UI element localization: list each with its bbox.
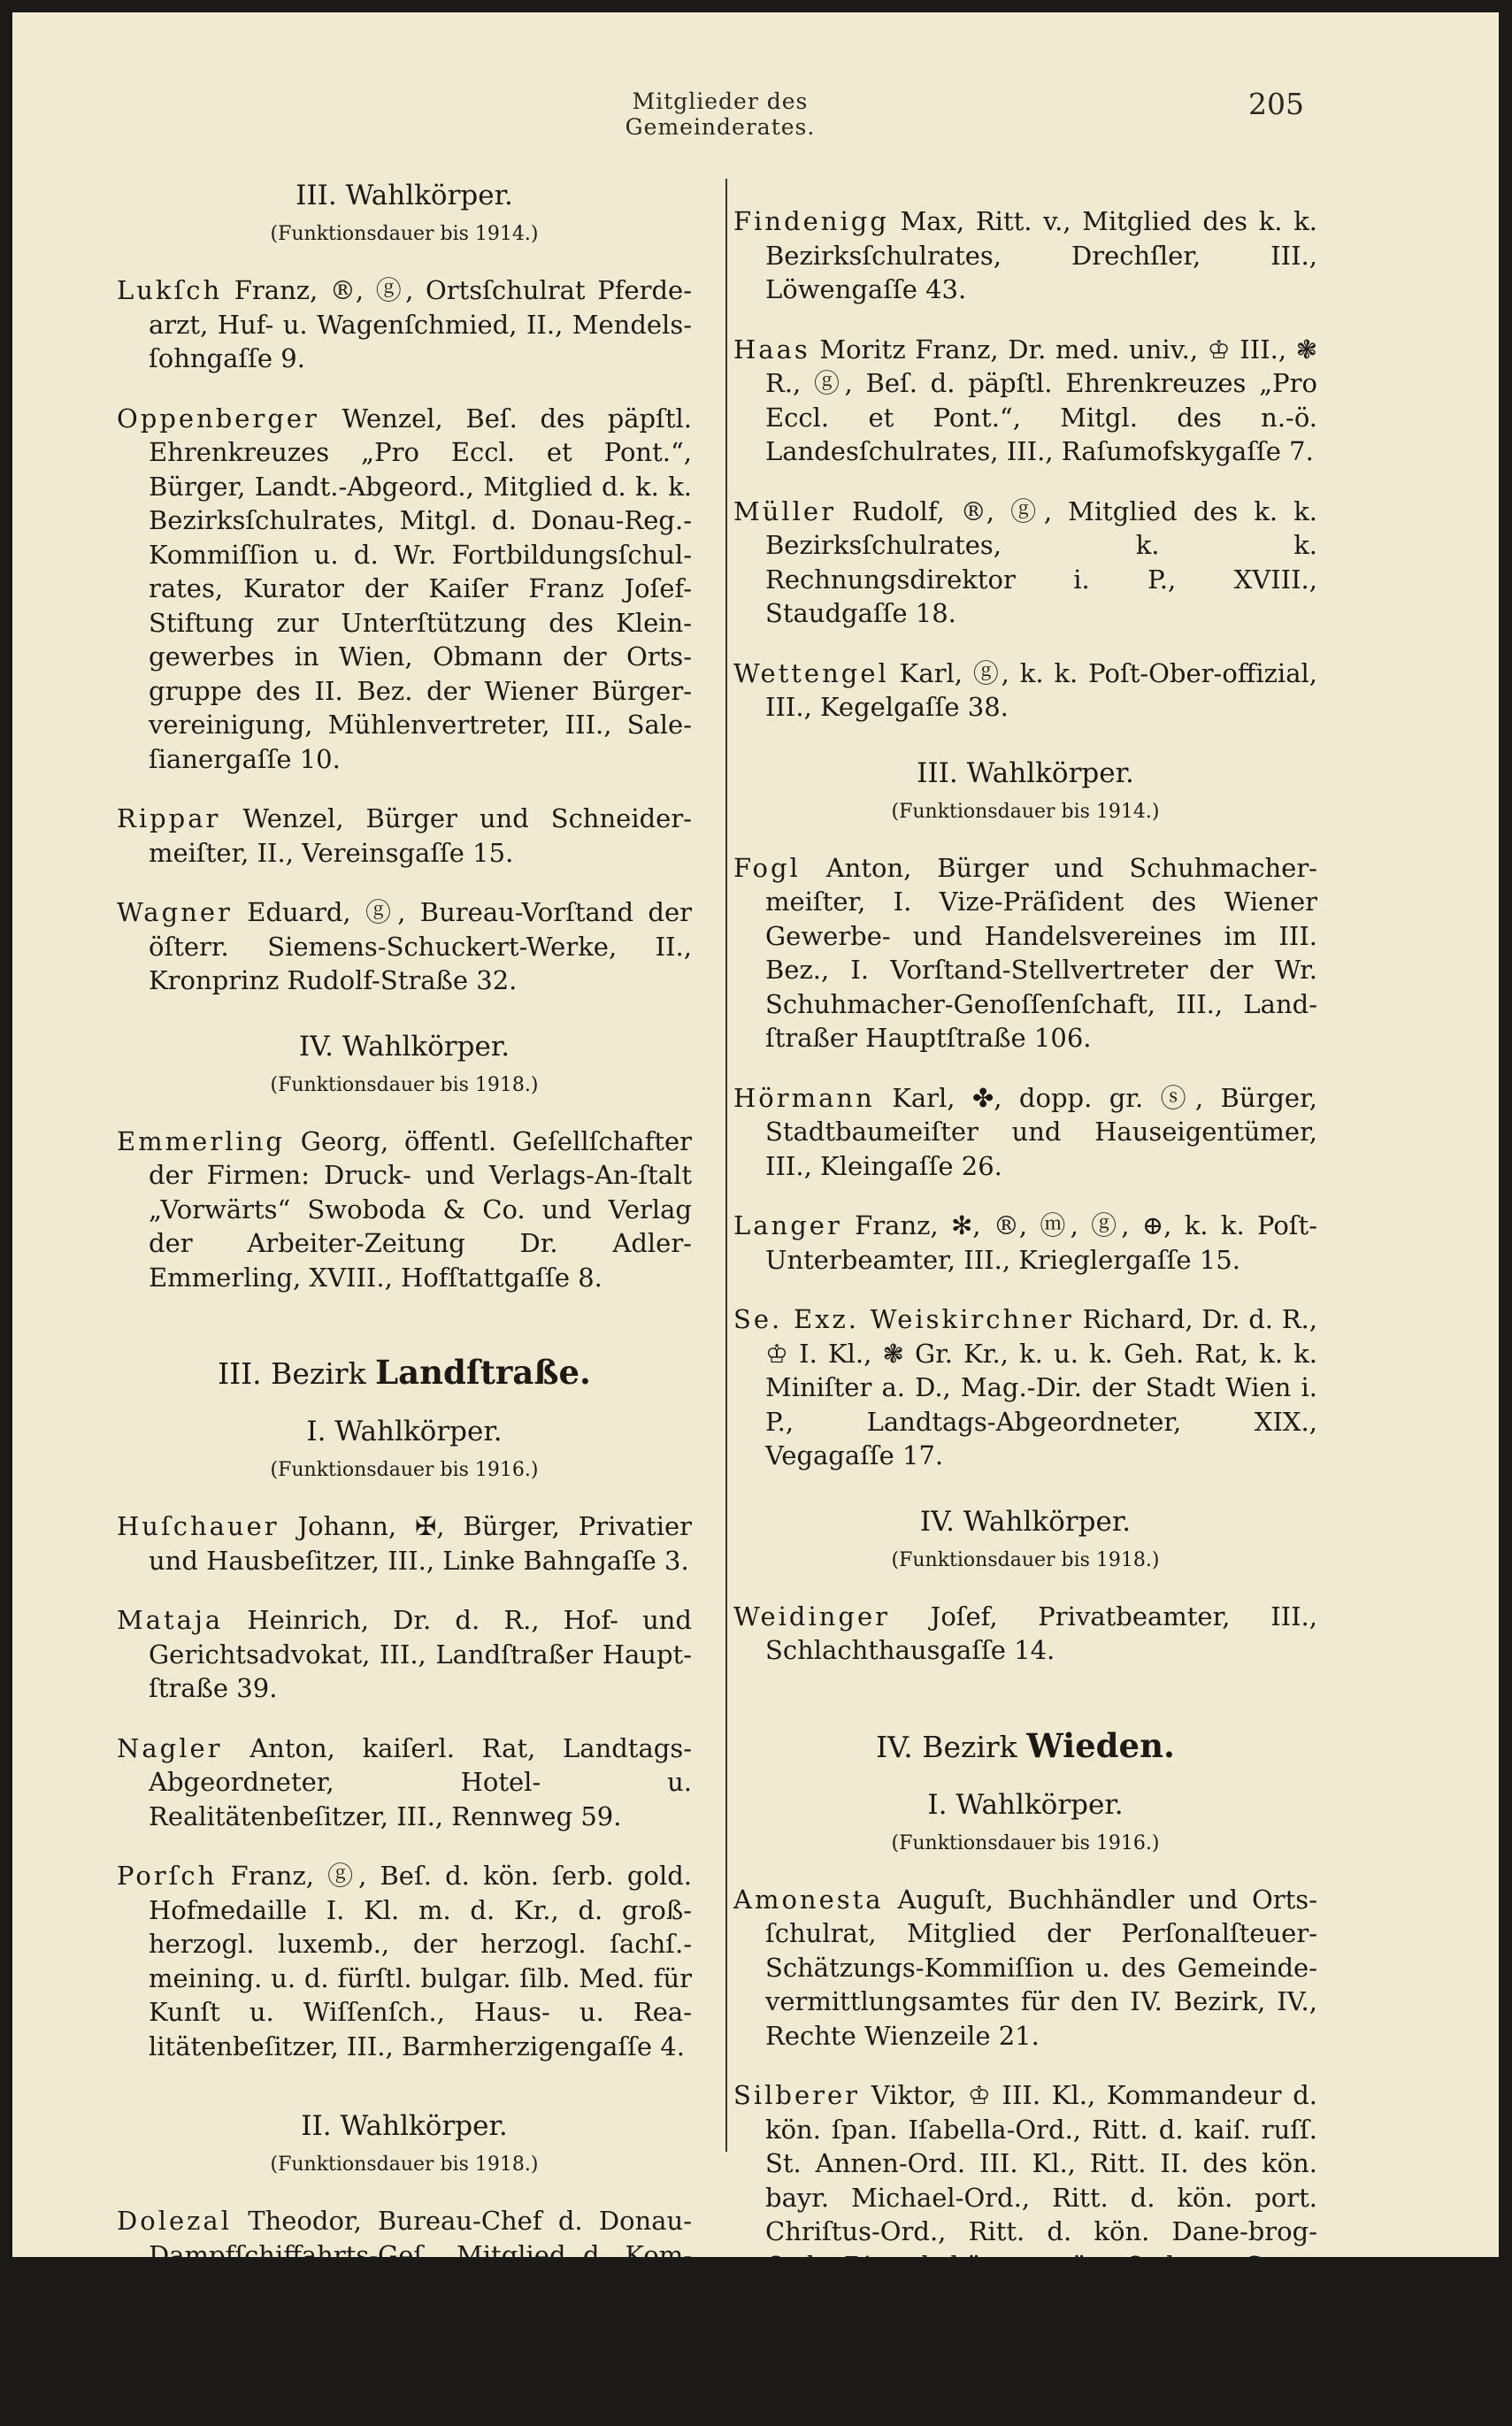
member-details: Max, Ritt. v., Mitglied des k. k. Bezirksſchulrates, Drechſler, III., Löwengaſſe 43. [765, 206, 1317, 304]
term-note: (Funktionsdauer bis 1918.) [270, 2153, 539, 2176]
member-entry [733, 2078, 1317, 2419]
member-name: Huſchauer [117, 1511, 280, 1541]
member-list [117, 1509, 692, 2063]
member-entry [733, 333, 1317, 469]
district-heading [117, 1355, 692, 1392]
column-divider [725, 179, 727, 2152]
member-details: Richard, Dr. d. R., ♔ I. Kl., ❃ Gr. Kr., k. u. k. Geh. Rat, k. k. Miniſter a. D., Mag.-Dir. der Stadt Wien i. P., Landtags-Abgeordneter, XIX., Vegagaſſe 17. [765, 1304, 1317, 1470]
member-entry [733, 1081, 1317, 1184]
section-heading: I. Wahlkörper. [927, 1788, 1124, 1821]
member-details: Wenzel, Bürger und Schneider-meiſter, II., Vereinsgaſſe 15. [149, 803, 692, 868]
member-name: Hörmann [733, 1082, 875, 1113]
member-name: Emmerling [117, 1125, 285, 1156]
member-list [733, 1600, 1317, 1668]
member-list [117, 273, 692, 998]
term-note: (Funktionsdauer bis 1914.) [891, 800, 1160, 823]
member-entry [733, 204, 1317, 307]
member-details: Wenzel, Beſ. des päpſtl. Ehrenkreuzes „Pro Eccl. et Pont.“, Bürger, Landt.-Abgeord., Mitglied d. k. k. Bezirksſchulrates, Mitgl. d. Donau-Reg.-Kommiſſion u. d. Wr. Fortbildungsſchul-rates, Kurator der Kaiſer Franz Joſef-Stiftung zur Unterſtützung des Klein-gewerbes in Wien, Obmann der Orts-gruppe des II. Bez. der Wiener Bürger-vereinigung, Mühlenvertreter, III., Sale-ſianergaſſe 10. [149, 403, 692, 774]
member-entry [733, 656, 1317, 725]
member-name: Oppenberger [117, 403, 319, 434]
member-details: Auguſt, Buchhändler und Orts-ſchulrat, Mitglied der Perſonalſteuer-Schätzungs-Kommiſſion u. des Gemeinde-vermittlungsamtes für den IV. Bezirk, IV., Rechte Wienzeile 21. [765, 1884, 1317, 2051]
member-name: Porſch [117, 1861, 218, 1891]
section-heading: IV. Wahlkörper. [298, 1030, 510, 1063]
member-list [117, 1125, 692, 1295]
member-entry [117, 802, 692, 870]
district-prefix: IV. Bezirk [876, 1729, 1017, 1764]
member-entry [117, 1731, 692, 1834]
member-entry [733, 1302, 1317, 1473]
member-entry [733, 495, 1317, 631]
page [12, 12, 1499, 2417]
member-details: Moritz Franz, Dr. med. univ., ♔ III., ❃ R., ⓖ, Beſ. d. päpſtl. Ehrenkreuzes „Pro Eccl. et Pont.“, Mitgl. des n.-ö. Landesſchulrates, III., Raſumofskygaſſe 7. [765, 334, 1317, 466]
member-details: Franz, ✻, ®, ⓜ, ⓖ, ⊕, k. k. Poſt-Unterbeamter, III., Krieglergaſſe 15. [765, 1210, 1317, 1275]
member-details: Franz, ®, ⓖ, Ortsſchulrat Pferde-arzt, Huf- u. Wagenſchmied, II., Mendels-ſohngaſſe 9. [149, 275, 692, 373]
member-details: Theodor, Bureau-Chef d. Donau-Dampfſchiffahrts-Geſ., Mitglied d. Kom-miſſion für Verkehrsanlagen und der Lagerhaus-Kommiſſion, III., Salm-gaſſe 2a. [149, 2206, 692, 2372]
section-heading: IV. Wahlkörper. [919, 1505, 1132, 1538]
member-details: Viktor, ♔ III. Kl., Kommandeur d. kön. ſpan. Iſabella-Ord., Ritt. d. kaiſ. ruſſ. St. Annen-Ord. III. Kl., Ritt. II. des kön. bayr. Michael-Ord., Ritt. d. kön. port. Chriſtus-Ord., Ritt. d. kön. Dane-brog-Ord., Ritt. d. kön. rumän. Ordens „Stern v. Rumänien“, Geſ., Landtags-Ab-geordneter, Bürger, Schriftſteller und Haus- und Realitätenbeſitzer, I., Anna-gaſſe 3a. [765, 2080, 1317, 2417]
section-heading: I. Wahlkörper. [306, 1416, 503, 1447]
district-name: Landſtraße. [375, 1353, 591, 1392]
member-details: Joſef, Privatbeamter, III., Schlachthausgaſſe 14. [765, 1601, 1317, 1665]
member-name: Langer [733, 1210, 842, 1240]
member-details: Anton, Bürger und Schuhmacher-meiſter, I. Vize-Präſident des Wiener Gewerbe- und Handelsvereines im III. Bez., I. Vorſtand-Stellvertreter der Wr. Schuhmacher-Genoſſenſchaft, III., Land-ſtraßer Hauptſtraße 106. [765, 852, 1317, 1053]
member-name: Wettengel [733, 657, 889, 688]
member-name: Lukſch [117, 275, 223, 305]
term-note: (Funktionsdauer bis 1918.) [891, 1548, 1160, 1571]
member-details: Karl, ⓖ, k. k. Poſt-Ober-offizial, III., Kegelgaſſe 38. [765, 657, 1317, 722]
member-entry [117, 1125, 692, 1295]
member-details: Heinrich, Dr. d. R., Hof- und Gerichtsadvokat, III., Landſtraßer Haupt-ſtraße 39. [149, 1605, 692, 1703]
member-list [117, 2204, 692, 2375]
member-details: Karl, ✤, dopp. gr. ⓢ, Bürger, Stadtbaumeiſter und Hauseigentümer, III., Kleingaſſe 26. [765, 1082, 1317, 1181]
member-name: Mataja [117, 1605, 224, 1635]
running-title: Mitglieder des Gemeinderates. [625, 88, 816, 140]
member-name: Wagner [117, 897, 233, 927]
member-entry [733, 1209, 1317, 1277]
member-list [733, 1883, 1317, 2420]
member-name: Findenigg [733, 206, 889, 236]
term-note: (Funktionsdauer bis 1918.) [270, 1073, 539, 1096]
member-name: Haas [733, 334, 810, 365]
member-details: Anton, kaiſerl. Rat, Landtags-Abgeordneter, Hotel- u. Realitätenbeſitzer, III., Rennweg 59. [149, 1732, 692, 1831]
member-list [733, 851, 1317, 1473]
member-entry [117, 402, 692, 777]
district-heading [733, 1725, 1317, 1765]
page-number: 205 [1248, 87, 1304, 121]
member-entry [733, 1883, 1317, 2054]
member-entry [733, 1600, 1317, 1668]
district-name: Wieden. [1026, 1725, 1175, 1765]
term-note: (Funktionsdauer bis 1916.) [270, 1459, 539, 1481]
member-name: Müller [733, 495, 836, 526]
member-entry [117, 1859, 692, 2063]
section-heading: III. Wahlkörper. [295, 180, 513, 211]
member-name: Fogl [733, 852, 801, 883]
member-entry [117, 1603, 692, 1706]
member-name: Silberer [733, 2080, 861, 2110]
member-details: Georg, öffentl. Geſellſchafter der Firmen: Druck- und Verlags-An-ſtalt „Vorwärts“ Swoboda & Co. und Verlag der Arbeiter-Zeitung Dr. Adler-Emmerling, XVIII., Hofſtattgaſſe 8. [149, 1125, 692, 1293]
member-entry [117, 1509, 692, 1578]
member-details: Franz, ⓖ, Beſ. d. kön. ſerb. gold. Hofmedaille I. Kl. m. d. Kr., d. groß-herzogl. luxemb., der herzogl. ſachſ.-meining. u. d. fürſtl. bulgar. ſilb. Med. für Kunſt u. Wiſſenſch., Haus- u. Rea-litätenbeſitzer, III., Barmherzigengaſſe 4. [149, 1861, 692, 2061]
member-name: Amonesta [733, 1884, 884, 1915]
section-heading: III. Wahlkörper. [917, 756, 1134, 789]
member-entry [117, 2204, 692, 2375]
district-prefix: III. Bezirk [218, 1356, 366, 1391]
member-name: Rippar [117, 803, 221, 833]
term-note: (Funktionsdauer bis 1914.) [270, 223, 539, 245]
member-name: Weidinger [733, 1601, 890, 1631]
section-heading: II. Wahlkörper. [301, 2110, 508, 2142]
member-details: Johann, ✠, Bürger, Privatier und Hausbeſitzer, III., Linke Bahngaſſe 3. [149, 1511, 692, 1576]
member-details: Rudolf, ®, ⓖ, Mitglied des k. k. Bezirksſchulrates, k. k. Rechnungsdirektor i. P., XVIII., Staudgaſſe 18. [765, 495, 1317, 628]
member-name: Dolezal [117, 2206, 232, 2236]
member-name: Nagler [117, 1732, 223, 1763]
term-note: (Funktionsdauer bis 1916.) [891, 1831, 1160, 1854]
member-entry [733, 851, 1317, 1056]
right-column [733, 179, 1317, 2426]
member-entry [117, 895, 692, 998]
member-entry [117, 273, 692, 376]
member-details: Eduard, ⓖ, Bureau-Vorſtand der öſterr. Siemens-Schuckert-Werke, II., Kronprinz Rudolf-Straße 32. [149, 897, 692, 995]
member-list [733, 204, 1317, 725]
left-column [117, 179, 692, 2382]
member-name: Se. Exz. Weiskirchner [733, 1304, 1074, 1334]
